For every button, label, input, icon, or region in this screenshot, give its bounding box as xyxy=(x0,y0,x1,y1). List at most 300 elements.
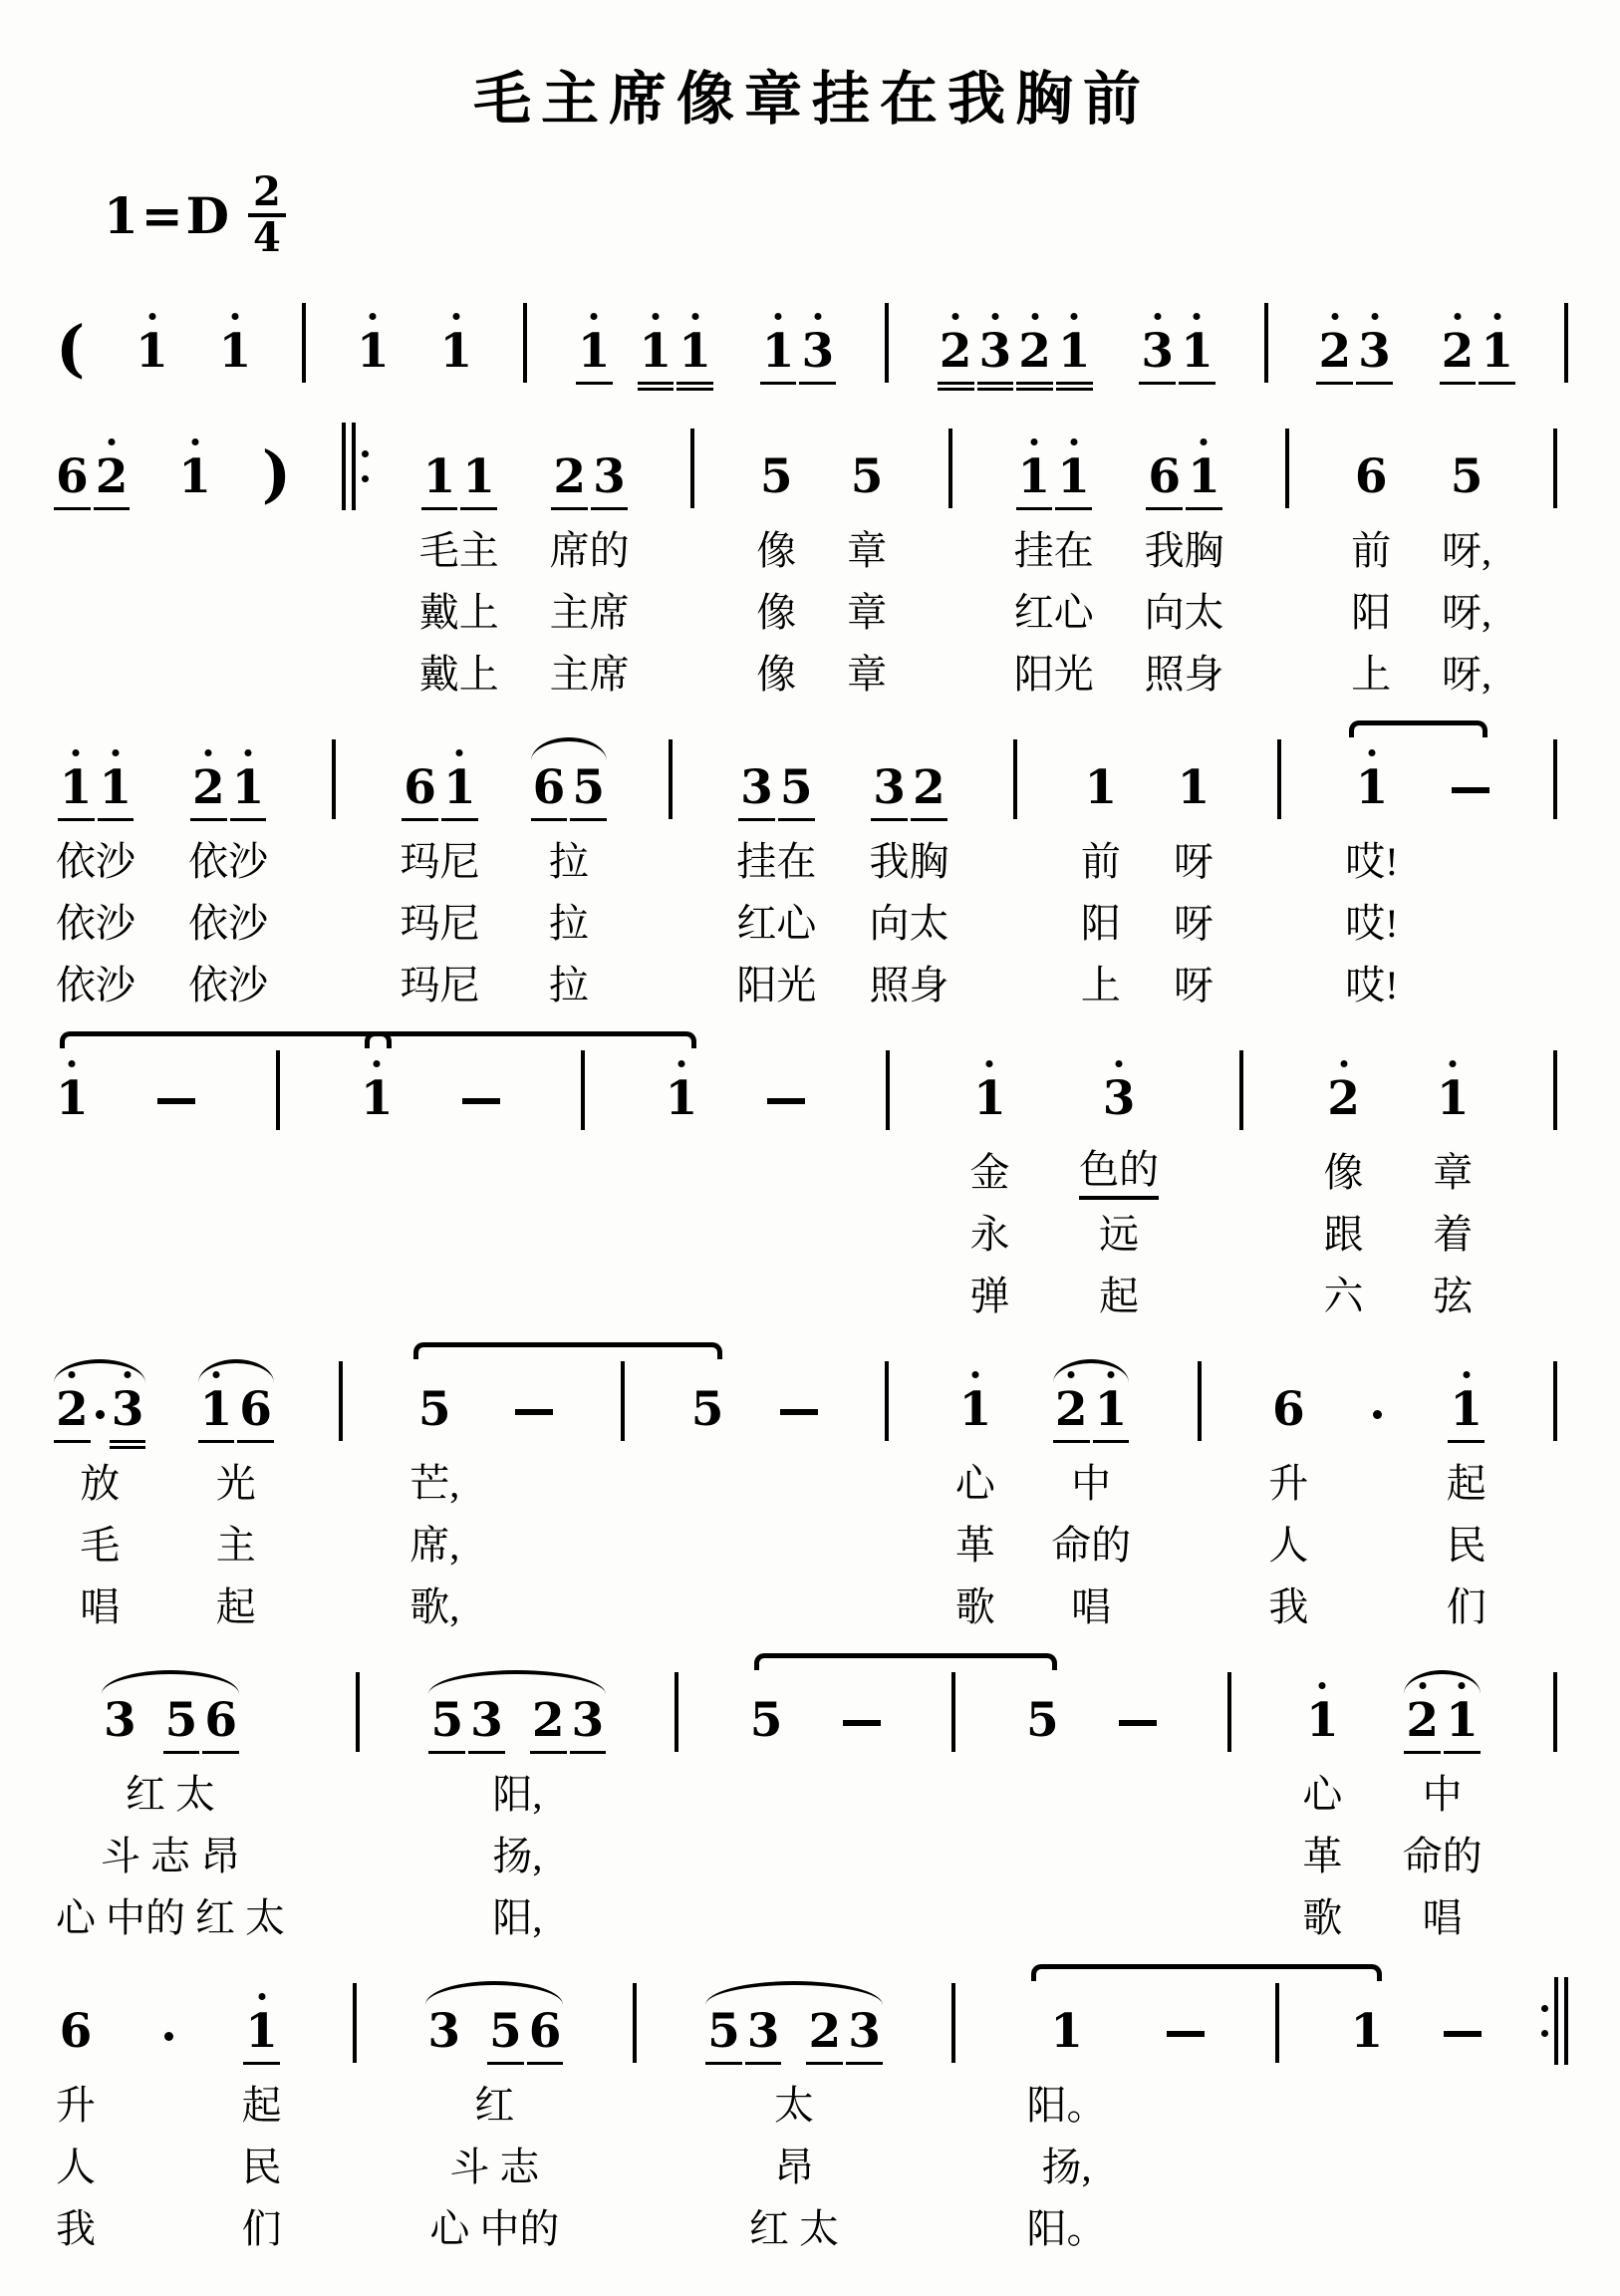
barline xyxy=(342,423,346,510)
note-group xyxy=(422,449,495,504)
lyric-cell xyxy=(182,516,208,578)
note: 3 xyxy=(111,1382,144,1437)
lyric-cell xyxy=(679,578,705,640)
note-group xyxy=(1373,1410,1382,1433)
lyric-cell xyxy=(786,1573,812,1634)
lyric-cell xyxy=(345,1883,371,1945)
barline xyxy=(1564,1977,1568,2065)
music-system xyxy=(56,1026,1568,1323)
lyric-cell: 命的 xyxy=(1402,1833,1483,1878)
barline xyxy=(523,303,527,383)
barline xyxy=(948,429,952,508)
notation-cell xyxy=(1553,1026,1557,1138)
note: 5 xyxy=(1450,449,1484,504)
barline-token xyxy=(1542,1648,1568,1945)
lyric-cell: 放 xyxy=(80,1460,121,1506)
barline-token xyxy=(874,1337,900,1634)
lyric-cell: 斗 志 昂 xyxy=(101,1833,240,1878)
lyric-cell: 席的 xyxy=(549,527,630,573)
augmentation-dot xyxy=(96,1410,105,1419)
lyric-cell xyxy=(786,1511,812,1573)
music-system xyxy=(56,405,1568,702)
notation-cell xyxy=(1318,279,1390,391)
barline xyxy=(1553,429,1557,508)
note-group xyxy=(1272,1382,1305,1437)
lyric-cell: 起 xyxy=(1446,1460,1486,1506)
note-group xyxy=(873,760,945,815)
slur-group xyxy=(103,1693,238,1748)
lyric-cell xyxy=(1266,827,1292,889)
note-token xyxy=(440,279,473,391)
lyric-cell xyxy=(658,951,683,1012)
notation-cell xyxy=(1119,1648,1157,1760)
dash-note xyxy=(767,1098,805,1104)
lyric-cell xyxy=(263,516,289,578)
note-group xyxy=(1026,1693,1059,1748)
barline xyxy=(1553,1361,1557,1441)
barline xyxy=(1277,739,1281,819)
barline-token xyxy=(1542,1337,1568,1634)
note: 6 xyxy=(1148,449,1182,504)
barline-token xyxy=(610,1337,636,1634)
barline xyxy=(886,1050,890,1130)
notation-cell xyxy=(707,1959,881,2071)
lyric-cell xyxy=(521,1511,547,1573)
notation-cell xyxy=(1450,1337,1483,1449)
repeat-dots xyxy=(362,450,369,482)
barline-token xyxy=(345,1648,371,1945)
note: 1 xyxy=(1057,449,1090,504)
note: 1 xyxy=(442,760,476,815)
music-system xyxy=(56,1648,1568,1945)
notation-cell xyxy=(1553,716,1557,827)
note-token xyxy=(1079,1026,1159,1323)
lyric-cell: 席, xyxy=(409,1522,460,1568)
slur-group xyxy=(1406,1693,1479,1748)
lyric-cell xyxy=(664,1760,689,1822)
notation-cell xyxy=(339,1337,343,1449)
notation-cell xyxy=(1355,405,1388,516)
lyric-cell: 依沙 xyxy=(56,900,135,946)
lyric-cell xyxy=(1274,578,1300,640)
note-token xyxy=(1174,716,1214,1012)
lyric-cell xyxy=(328,1573,354,1634)
lyric-cell: 像 xyxy=(1323,1149,1364,1195)
note: 3 xyxy=(103,1693,136,1748)
note-group xyxy=(939,324,1091,379)
lyric-cell xyxy=(59,1138,85,1200)
note: 2 xyxy=(1327,1071,1360,1126)
lyric-cell: 中 xyxy=(1422,1771,1463,1817)
lyric-cell xyxy=(468,1138,494,1200)
barline-token xyxy=(938,405,963,702)
notation-line xyxy=(56,1959,1568,2256)
notation-cell xyxy=(1451,405,1484,516)
note: 1 xyxy=(199,1382,233,1437)
lyric-cell xyxy=(1450,2071,1476,2133)
barline xyxy=(669,739,673,819)
parenthesis: ( xyxy=(56,312,86,386)
lyric-cell xyxy=(941,2071,966,2133)
notation-line xyxy=(56,716,1568,1012)
note: 6 xyxy=(1354,449,1388,504)
note-token xyxy=(1167,1959,1205,2256)
note: 5 xyxy=(707,2004,740,2059)
barline xyxy=(332,739,336,819)
note-token xyxy=(409,1337,459,1634)
lyric-cell: 呀 xyxy=(1173,962,1214,1007)
note-token xyxy=(178,405,211,702)
lyric-cell: 阳光 xyxy=(1013,651,1094,697)
notation-cell xyxy=(245,1959,278,2071)
note-token xyxy=(1119,1648,1157,1945)
lyric-cell: 起 xyxy=(1099,1273,1140,1318)
barline-token xyxy=(1002,716,1028,1012)
note: 1 xyxy=(135,324,168,379)
note-token xyxy=(1026,1648,1059,1945)
note: 1 xyxy=(178,449,211,504)
note: 1 xyxy=(678,324,711,379)
lyric-cell: 唱 xyxy=(1422,1894,1463,1940)
note-token xyxy=(780,1337,818,1634)
barline-token xyxy=(1541,1959,1568,2256)
lyric-cell: 斗 志 xyxy=(449,2144,540,2189)
note: 1 xyxy=(639,324,673,379)
note-group xyxy=(665,1071,698,1126)
lyric-cell: 起 xyxy=(215,1583,256,1629)
lyric-cell xyxy=(874,1573,900,1634)
note: 1 xyxy=(1306,1693,1339,1748)
lyric-cell: 心 中的 xyxy=(429,2205,560,2251)
lyric-cell xyxy=(321,951,347,1012)
note-group xyxy=(1177,760,1211,815)
lyric-cell: 挂在 xyxy=(736,838,817,884)
note-token xyxy=(1442,279,1513,391)
note-token xyxy=(1014,405,1094,702)
note-token xyxy=(1403,1648,1483,1945)
lyric-cell: 红 太 xyxy=(126,1771,215,1817)
barline-token xyxy=(1542,1026,1568,1323)
note: 2 xyxy=(808,2004,842,2059)
notation-cell xyxy=(56,279,85,391)
lyric-cell: 戴上 xyxy=(418,589,499,635)
note-group xyxy=(1441,324,1514,379)
dash-note xyxy=(1452,787,1489,793)
lyric-cell: 呀, xyxy=(1442,651,1492,697)
barline-token xyxy=(1542,405,1568,702)
lyric-cell: 扬, xyxy=(1041,2144,1092,2189)
note: 1 xyxy=(1350,2004,1384,2059)
lyric-cell: 哎! xyxy=(1345,900,1399,946)
barline-token xyxy=(523,279,527,391)
note: 1 xyxy=(1177,760,1211,815)
lyric-cell xyxy=(664,1822,689,1883)
lyric-cell xyxy=(874,1511,900,1573)
lyric-cell: 红 xyxy=(474,2082,515,2128)
lyric-cell xyxy=(658,889,683,951)
lyric-cell: 玛尼 xyxy=(400,900,480,946)
note-token xyxy=(155,1959,181,2256)
note: 1 xyxy=(1436,1071,1470,1126)
lyric-cell: 章 xyxy=(847,527,888,573)
note: 5 xyxy=(1026,1693,1059,1748)
barline-token xyxy=(570,1026,596,1323)
lyric-cell xyxy=(753,1822,779,1883)
lyric-cell: 起 xyxy=(241,2082,282,2128)
dash-note xyxy=(515,1409,553,1415)
lyric-cell xyxy=(622,2071,648,2133)
barline-token xyxy=(302,279,306,391)
lyric-cell: 照身 xyxy=(869,962,949,1007)
note-token xyxy=(419,405,499,702)
note-group xyxy=(577,324,711,379)
slur-group xyxy=(56,1382,144,1437)
note-group xyxy=(1084,760,1118,815)
note-group xyxy=(218,324,252,379)
notation-cell xyxy=(60,1959,93,2071)
notation-cell xyxy=(56,405,128,516)
lyric-cell xyxy=(1187,1511,1213,1573)
barline-token xyxy=(885,279,889,391)
music-system xyxy=(56,1337,1568,1634)
note-group xyxy=(191,760,265,815)
augmentation-dot xyxy=(1373,1410,1382,1419)
note: 1 xyxy=(958,1382,992,1437)
notation-cell xyxy=(1306,1648,1339,1760)
note-group xyxy=(59,760,133,815)
barline-token xyxy=(321,716,347,1012)
note: 5 xyxy=(489,2004,522,2059)
lyric-cell: 章 xyxy=(847,651,888,697)
note-group xyxy=(164,2032,173,2055)
notation-cell xyxy=(1272,1337,1305,1449)
note-group xyxy=(404,760,476,815)
note: 1 xyxy=(1084,760,1118,815)
notation-cell xyxy=(851,405,884,516)
notation-cell xyxy=(762,279,834,391)
lyric-cell xyxy=(1542,1883,1568,1945)
lyric-cell xyxy=(1541,2194,1567,2256)
notation-cell xyxy=(1013,716,1017,827)
notation-cell xyxy=(533,716,605,827)
notation-cell xyxy=(427,1959,561,2071)
notation-cell xyxy=(780,1337,818,1449)
lyric-cell: 民 xyxy=(1446,1522,1486,1568)
lyric-cell xyxy=(1228,1200,1254,1262)
note-group xyxy=(767,1098,805,1122)
lyric-cell: 我 xyxy=(1268,1583,1309,1629)
lyric-cell: 毛主 xyxy=(418,527,499,573)
lyric-cell: 远 xyxy=(1099,1211,1140,1257)
lyric-cell xyxy=(1029,1883,1055,1945)
note: 2 xyxy=(913,760,945,815)
note-group xyxy=(178,449,211,504)
notation-cell xyxy=(262,405,291,516)
note-group xyxy=(56,1071,89,1126)
lyric-cell xyxy=(1228,1262,1254,1323)
lyric-cell xyxy=(468,1262,494,1323)
note: 3 xyxy=(470,1693,503,1748)
barline xyxy=(1198,1361,1202,1441)
lyric-cell xyxy=(1216,1822,1242,1883)
note: 3 xyxy=(427,2004,461,2059)
notation-line xyxy=(56,1026,1568,1323)
lyric-cell xyxy=(1029,1822,1055,1883)
lyric-cell xyxy=(59,1262,85,1323)
note: 1 xyxy=(99,760,133,815)
note-token xyxy=(1452,716,1489,1012)
note: 1 xyxy=(56,1071,89,1126)
notation-cell xyxy=(1285,405,1289,516)
note-group xyxy=(1450,449,1484,504)
dash-note xyxy=(1119,1720,1157,1726)
notation-cell xyxy=(740,716,812,827)
note-group xyxy=(462,1098,500,1122)
note-group xyxy=(850,449,884,504)
lyric-cell xyxy=(941,1883,966,1945)
lyric-cell xyxy=(1458,951,1484,1012)
notation-cell xyxy=(873,716,945,827)
note-group xyxy=(1167,2031,1205,2055)
note-token xyxy=(56,405,128,702)
slur-group xyxy=(427,2004,562,2059)
note-group xyxy=(417,1382,451,1437)
notation-cell xyxy=(104,1648,237,1760)
key-scale: 1=D xyxy=(104,185,233,245)
note-token xyxy=(767,1026,805,1323)
note-group xyxy=(1119,1720,1157,1744)
note-token xyxy=(1365,1337,1391,1634)
song-title: 毛主席像章挂在我胸前 xyxy=(472,67,1151,132)
note-token xyxy=(188,716,268,1012)
lyric-cell xyxy=(328,1511,354,1573)
notation-cell xyxy=(1148,405,1219,516)
note-token xyxy=(1145,405,1224,702)
note: 2 xyxy=(1054,1382,1088,1437)
tie xyxy=(365,1031,696,1048)
barline-token xyxy=(1266,716,1292,1012)
notation-cell xyxy=(200,1337,272,1449)
barline xyxy=(885,1361,889,1441)
notation-cell xyxy=(440,279,473,391)
lyric-cell xyxy=(263,640,289,702)
note: 5 xyxy=(164,1693,198,1748)
lyric-cell: 向太 xyxy=(869,900,949,946)
note-group xyxy=(1050,2004,1083,2059)
notation-cell xyxy=(1541,1959,1568,2071)
note-token xyxy=(707,1959,881,2256)
notation-cell xyxy=(1553,1648,1557,1760)
lyric-cell xyxy=(622,2194,648,2256)
lyric-cell: 昂 xyxy=(773,2144,814,2189)
note-group xyxy=(56,449,129,504)
note: 3 xyxy=(978,324,1012,379)
dot-icon xyxy=(1541,2030,1548,2037)
lyric-cell xyxy=(1542,827,1568,889)
barline xyxy=(581,1050,585,1130)
lyric-cell: 红心 xyxy=(736,900,817,946)
lyric-cell xyxy=(1458,889,1484,951)
lyric-cell xyxy=(1173,2133,1199,2194)
lyric-cell xyxy=(679,516,705,578)
lyric-cell xyxy=(658,827,683,889)
note-group xyxy=(515,1409,553,1433)
note-token xyxy=(135,279,168,391)
lyric-cell: 章 xyxy=(1433,1149,1474,1195)
lyric-cell xyxy=(622,2133,648,2194)
notation-cell xyxy=(1437,1026,1470,1138)
lyric-cell: 章 xyxy=(847,589,888,635)
note-group xyxy=(1148,449,1220,504)
lyric-cell xyxy=(1264,2194,1290,2256)
lyric-cell xyxy=(875,1200,901,1262)
note-token xyxy=(1141,279,1213,391)
lyric-cell xyxy=(265,1138,291,1200)
lyric-cell xyxy=(669,1138,694,1200)
note: 1 xyxy=(665,1071,698,1126)
barline-token xyxy=(941,1648,966,1945)
notation-cell xyxy=(940,279,1091,391)
barline xyxy=(1275,1983,1279,2063)
slur-group xyxy=(707,2004,881,2059)
barline-token xyxy=(265,1026,291,1323)
notation-cell xyxy=(1553,1337,1557,1449)
lyric-cell: 上 xyxy=(1351,651,1392,697)
note-group xyxy=(1350,2004,1384,2059)
note-group xyxy=(749,1693,783,1748)
meter-denominator: 4 xyxy=(253,214,281,261)
dash-note xyxy=(1167,2031,1205,2037)
note-group xyxy=(1450,1382,1484,1437)
note-token xyxy=(533,716,605,1012)
lyric-cell xyxy=(849,1760,875,1822)
notation-cell xyxy=(675,1648,678,1760)
lyric-cell: 像 xyxy=(756,527,797,573)
dot-icon xyxy=(1541,2005,1548,2012)
lyric-cell: 心 xyxy=(1302,1771,1343,1817)
notation-cell xyxy=(553,405,625,516)
lyric-cell xyxy=(342,578,368,640)
note: 3 xyxy=(873,760,906,815)
note-token xyxy=(56,716,135,1012)
note-token xyxy=(550,405,630,702)
lyric-cell xyxy=(849,1822,875,1883)
barline-token xyxy=(875,1026,901,1323)
note: 1 xyxy=(59,760,93,815)
note: 5 xyxy=(850,449,884,504)
lyric-cell xyxy=(345,1760,371,1822)
note-group xyxy=(1102,1071,1136,1126)
note: 1 xyxy=(1481,324,1514,379)
note-token xyxy=(400,716,479,1012)
slur-group xyxy=(199,1382,272,1437)
lyric-cell xyxy=(1542,1449,1568,1511)
barline-token xyxy=(1264,1959,1290,2256)
lyric-cell xyxy=(1542,640,1568,702)
lyric-cell xyxy=(342,2194,368,2256)
lyric-cell xyxy=(773,1200,799,1262)
note: 1 xyxy=(218,324,252,379)
barline xyxy=(633,1983,637,2063)
notation-cell xyxy=(1103,1026,1136,1138)
notation-cell xyxy=(633,1959,637,2071)
note-token xyxy=(1351,405,1391,702)
note: 1 xyxy=(245,2004,278,2059)
barline xyxy=(356,1672,360,1752)
lyric-cell: 唱 xyxy=(80,1583,121,1629)
note: 2 xyxy=(1441,324,1475,379)
lyric-cell: 阳 xyxy=(1080,900,1121,946)
